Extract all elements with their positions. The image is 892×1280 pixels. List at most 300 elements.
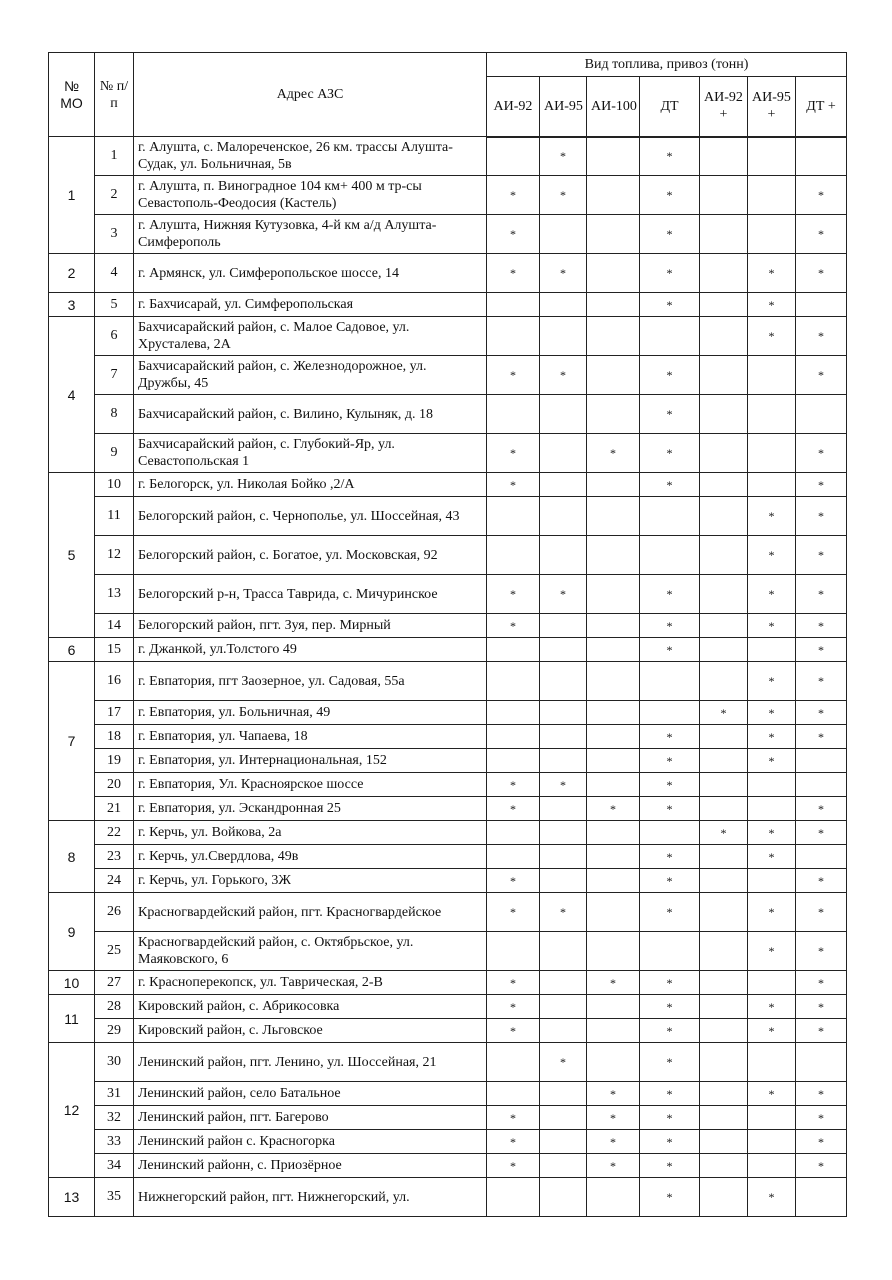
fuel-stations-table xyxy=(48,52,847,1217)
fuel-availability-cell xyxy=(587,473,640,497)
fuel-availability-cell xyxy=(487,932,540,971)
table-row xyxy=(49,995,847,1019)
fuel-available-mark: * xyxy=(748,662,796,701)
table-row xyxy=(49,1043,847,1082)
address-cell: Белогорский район, с. Богатое, ул. Московская, 92 xyxy=(134,536,487,575)
fuel-available-mark: * xyxy=(748,995,796,1019)
fuel-available-mark: * xyxy=(640,254,700,293)
table-row xyxy=(49,317,847,356)
fuel-availability-cell xyxy=(748,773,796,797)
table-row xyxy=(49,1154,847,1178)
fuel-availability-cell xyxy=(587,137,640,176)
fuel-available-mark: * xyxy=(748,1019,796,1043)
fuel-availability-cell xyxy=(540,614,587,638)
fuel-availability-cell xyxy=(796,845,847,869)
table-row xyxy=(49,395,847,434)
row-number-cell: 12 xyxy=(95,536,134,575)
fuel-availability-cell xyxy=(587,497,640,536)
header-fuel-type: АИ-100 xyxy=(587,77,640,137)
address-cell: г. Алушта, с. Малореченское, 26 км. трассы Алушта-Судак, ул. Больничная, 5в xyxy=(134,137,487,176)
address-cell: Кировский район, с. Абрикосовка xyxy=(134,995,487,1019)
row-number-cell: 13 xyxy=(95,575,134,614)
fuel-availability-cell xyxy=(487,1178,540,1217)
fuel-availability-cell xyxy=(540,215,587,254)
mo-number-cell: 4 xyxy=(49,317,95,473)
fuel-availability-cell xyxy=(700,395,748,434)
fuel-availability-cell xyxy=(748,1043,796,1082)
address-cell: Бахчисарайский район, с. Железнодорожное, ул. Дружбы, 45 xyxy=(134,356,487,395)
address-cell: г. Евпатория, ул. Эскандронная 25 xyxy=(134,797,487,821)
row-number-cell: 18 xyxy=(95,725,134,749)
fuel-availability-cell xyxy=(540,1082,587,1106)
fuel-availability-cell xyxy=(540,638,587,662)
fuel-available-mark: * xyxy=(748,536,796,575)
fuel-available-mark: * xyxy=(796,1082,847,1106)
table-row xyxy=(49,869,847,893)
address-cell: Нижнегорский район, пгт. Нижнегорский, ул. xyxy=(134,1178,487,1217)
fuel-availability-cell xyxy=(587,215,640,254)
mo-number-cell: 3 xyxy=(49,293,95,317)
row-number-cell: 20 xyxy=(95,773,134,797)
fuel-available-mark: * xyxy=(640,215,700,254)
table-row xyxy=(49,434,847,473)
address-cell: Ленинский район, пгт. Ленино, ул. Шоссейная, 21 xyxy=(134,1043,487,1082)
fuel-availability-cell xyxy=(700,614,748,638)
mo-number-cell: 7 xyxy=(49,662,95,821)
fuel-available-mark: * xyxy=(640,869,700,893)
fuel-availability-cell xyxy=(587,536,640,575)
fuel-availability-cell xyxy=(487,845,540,869)
table-row xyxy=(49,137,847,176)
fuel-available-mark: * xyxy=(700,701,748,725)
fuel-availability-cell xyxy=(540,821,587,845)
fuel-availability-cell xyxy=(487,1043,540,1082)
fuel-availability-cell xyxy=(540,1106,587,1130)
fuel-availability-cell xyxy=(700,1154,748,1178)
row-number-cell: 4 xyxy=(95,254,134,293)
fuel-availability-cell xyxy=(540,1019,587,1043)
fuel-availability-cell xyxy=(540,317,587,356)
fuel-available-mark: * xyxy=(487,1130,540,1154)
fuel-available-mark: * xyxy=(540,575,587,614)
fuel-availability-cell xyxy=(540,536,587,575)
fuel-availability-cell xyxy=(587,176,640,215)
fuel-availability-cell xyxy=(700,536,748,575)
fuel-availability-cell xyxy=(748,473,796,497)
row-number-cell: 21 xyxy=(95,797,134,821)
fuel-availability-cell xyxy=(587,995,640,1019)
table-row xyxy=(49,254,847,293)
fuel-availability-cell xyxy=(700,1178,748,1217)
row-number-cell: 16 xyxy=(95,662,134,701)
fuel-availability-cell xyxy=(487,395,540,434)
fuel-availability-cell xyxy=(540,662,587,701)
fuel-availability-cell xyxy=(540,845,587,869)
fuel-availability-cell xyxy=(700,662,748,701)
fuel-available-mark: * xyxy=(796,1130,847,1154)
fuel-available-mark: * xyxy=(487,473,540,497)
fuel-availability-cell xyxy=(700,473,748,497)
fuel-available-mark: * xyxy=(640,1019,700,1043)
fuel-available-mark: * xyxy=(640,845,700,869)
header-mo: № МО xyxy=(49,53,95,137)
fuel-available-mark: * xyxy=(487,1154,540,1178)
row-number-cell: 10 xyxy=(95,473,134,497)
table-body xyxy=(49,137,847,1217)
fuel-available-mark: * xyxy=(487,434,540,473)
table-row xyxy=(49,293,847,317)
row-number-cell: 11 xyxy=(95,497,134,536)
table-row xyxy=(49,215,847,254)
fuel-available-mark: * xyxy=(640,293,700,317)
row-number-cell: 8 xyxy=(95,395,134,434)
row-number-cell: 31 xyxy=(95,1082,134,1106)
header-address: Адрес АЗС xyxy=(134,53,487,137)
fuel-availability-cell xyxy=(540,1154,587,1178)
fuel-available-mark: * xyxy=(640,773,700,797)
fuel-available-mark: * xyxy=(796,215,847,254)
fuel-available-mark: * xyxy=(487,893,540,932)
fuel-availability-cell xyxy=(748,356,796,395)
fuel-availability-cell xyxy=(540,395,587,434)
fuel-availability-cell xyxy=(748,434,796,473)
table-row xyxy=(49,614,847,638)
fuel-available-mark: * xyxy=(796,317,847,356)
address-cell: г. Армянск, ул. Симферопольское шоссе, 14 xyxy=(134,254,487,293)
fuel-available-mark: * xyxy=(540,254,587,293)
row-number-cell: 29 xyxy=(95,1019,134,1043)
address-cell: г. Евпатория, ул. Чапаева, 18 xyxy=(134,725,487,749)
fuel-availability-cell xyxy=(700,749,748,773)
table-row xyxy=(49,701,847,725)
fuel-availability-cell xyxy=(540,473,587,497)
fuel-availability-cell xyxy=(587,869,640,893)
fuel-available-mark: * xyxy=(796,434,847,473)
row-number-cell: 17 xyxy=(95,701,134,725)
fuel-available-mark: * xyxy=(796,1019,847,1043)
fuel-available-mark: * xyxy=(640,473,700,497)
address-cell: г. Евпатория, пгт Заозерное, ул. Садовая, 55а xyxy=(134,662,487,701)
fuel-available-mark: * xyxy=(748,749,796,773)
fuel-available-mark: * xyxy=(640,725,700,749)
fuel-availability-cell xyxy=(748,176,796,215)
fuel-available-mark: * xyxy=(587,797,640,821)
fuel-availability-cell xyxy=(700,638,748,662)
mo-number-cell: 10 xyxy=(49,971,95,995)
fuel-availability-cell xyxy=(796,137,847,176)
fuel-availability-cell xyxy=(700,725,748,749)
address-cell: Белогорский район, пгт. Зуя, пер. Мирный xyxy=(134,614,487,638)
fuel-available-mark: * xyxy=(487,1019,540,1043)
table-row xyxy=(49,1106,847,1130)
fuel-available-mark: * xyxy=(487,356,540,395)
table-row xyxy=(49,893,847,932)
fuel-availability-cell xyxy=(700,434,748,473)
fuel-availability-cell xyxy=(700,1130,748,1154)
table-row xyxy=(49,845,847,869)
fuel-available-mark: * xyxy=(587,1106,640,1130)
fuel-availability-cell xyxy=(487,293,540,317)
fuel-available-mark: * xyxy=(487,176,540,215)
table-row xyxy=(49,821,847,845)
fuel-availability-cell xyxy=(640,701,700,725)
fuel-availability-cell xyxy=(700,1019,748,1043)
mo-number-cell: 8 xyxy=(49,821,95,893)
fuel-availability-cell xyxy=(700,215,748,254)
address-cell: Ленинский район, село Батальное xyxy=(134,1082,487,1106)
row-number-cell: 32 xyxy=(95,1106,134,1130)
header-fuel-type: ДТ + xyxy=(796,77,847,137)
fuel-available-mark: * xyxy=(540,893,587,932)
fuel-available-mark: * xyxy=(748,821,796,845)
fuel-available-mark: * xyxy=(796,821,847,845)
fuel-available-mark: * xyxy=(748,932,796,971)
fuel-availability-cell xyxy=(587,638,640,662)
fuel-available-mark: * xyxy=(796,725,847,749)
fuel-available-mark: * xyxy=(640,1106,700,1130)
address-cell: г. Керчь, ул. Горького, 3Ж xyxy=(134,869,487,893)
row-number-cell: 3 xyxy=(95,215,134,254)
fuel-availability-cell xyxy=(540,1178,587,1217)
fuel-available-mark: * xyxy=(640,1082,700,1106)
fuel-availability-cell xyxy=(587,254,640,293)
fuel-availability-cell xyxy=(700,254,748,293)
fuel-availability-cell xyxy=(700,1106,748,1130)
fuel-availability-cell xyxy=(796,773,847,797)
fuel-availability-cell xyxy=(748,638,796,662)
row-number-cell: 22 xyxy=(95,821,134,845)
fuel-availability-cell xyxy=(587,1178,640,1217)
row-number-cell: 27 xyxy=(95,971,134,995)
fuel-availability-cell xyxy=(700,869,748,893)
fuel-available-mark: * xyxy=(748,1178,796,1217)
header-fuel-group: Вид топлива, привоз (тонн) xyxy=(487,53,847,77)
row-number-cell: 7 xyxy=(95,356,134,395)
table-row xyxy=(49,1130,847,1154)
table-row xyxy=(49,797,847,821)
fuel-available-mark: * xyxy=(796,1154,847,1178)
address-cell: г. Джанкой, ул.Толстого 49 xyxy=(134,638,487,662)
fuel-availability-cell xyxy=(487,1082,540,1106)
fuel-availability-cell xyxy=(700,797,748,821)
table-row xyxy=(49,1019,847,1043)
row-number-cell: 30 xyxy=(95,1043,134,1082)
table-row xyxy=(49,473,847,497)
fuel-availability-cell xyxy=(587,821,640,845)
fuel-availability-cell xyxy=(540,749,587,773)
fuel-availability-cell xyxy=(587,701,640,725)
fuel-availability-cell xyxy=(487,497,540,536)
address-cell: Ленинский район, пгт. Багерово xyxy=(134,1106,487,1130)
table-row xyxy=(49,749,847,773)
fuel-availability-cell xyxy=(700,176,748,215)
fuel-available-mark: * xyxy=(540,773,587,797)
row-number-cell: 24 xyxy=(95,869,134,893)
table-row xyxy=(49,497,847,536)
address-cell: Ленинский район с. Красногорка xyxy=(134,1130,487,1154)
mo-number-cell: 6 xyxy=(49,638,95,662)
fuel-availability-cell xyxy=(640,497,700,536)
fuel-available-mark: * xyxy=(748,1082,796,1106)
fuel-available-mark: * xyxy=(640,995,700,1019)
fuel-available-mark: * xyxy=(640,893,700,932)
fuel-available-mark: * xyxy=(587,1154,640,1178)
table-row xyxy=(49,1178,847,1217)
row-number-cell: 15 xyxy=(95,638,134,662)
fuel-available-mark: * xyxy=(796,1106,847,1130)
row-number-cell: 9 xyxy=(95,434,134,473)
fuel-availability-cell xyxy=(487,137,540,176)
fuel-available-mark: * xyxy=(796,995,847,1019)
fuel-available-mark: * xyxy=(487,215,540,254)
fuel-available-mark: * xyxy=(540,356,587,395)
fuel-available-mark: * xyxy=(640,797,700,821)
header-np: № п/п xyxy=(95,53,134,137)
header-fuel-type: АИ-95 + xyxy=(748,77,796,137)
fuel-availability-cell xyxy=(700,845,748,869)
header-fuel-type: АИ-95 xyxy=(540,77,587,137)
fuel-available-mark: * xyxy=(487,614,540,638)
fuel-available-mark: * xyxy=(640,1130,700,1154)
fuel-available-mark: * xyxy=(796,638,847,662)
fuel-availability-cell xyxy=(700,1082,748,1106)
fuel-availability-cell xyxy=(487,536,540,575)
fuel-available-mark: * xyxy=(640,434,700,473)
fuel-available-mark: * xyxy=(640,575,700,614)
fuel-availability-cell xyxy=(748,1130,796,1154)
fuel-availability-cell xyxy=(487,662,540,701)
row-number-cell: 6 xyxy=(95,317,134,356)
fuel-availability-cell xyxy=(700,356,748,395)
fuel-available-mark: * xyxy=(796,701,847,725)
fuel-availability-cell xyxy=(487,749,540,773)
fuel-available-mark: * xyxy=(540,1043,587,1082)
fuel-availability-cell xyxy=(748,395,796,434)
fuel-availability-cell xyxy=(748,137,796,176)
fuel-availability-cell xyxy=(700,293,748,317)
fuel-available-mark: * xyxy=(487,773,540,797)
address-cell: г. Керчь, ул. Войкова, 2а xyxy=(134,821,487,845)
fuel-availability-cell xyxy=(587,845,640,869)
fuel-available-mark: * xyxy=(487,797,540,821)
header-fuel-type: ДТ xyxy=(640,77,700,137)
fuel-availability-cell xyxy=(796,1043,847,1082)
address-cell: Красногвардейский район, с. Октябрьское, ул. Маяковского, 6 xyxy=(134,932,487,971)
fuel-available-mark: * xyxy=(796,932,847,971)
fuel-availability-cell xyxy=(540,932,587,971)
fuel-availability-cell xyxy=(700,317,748,356)
fuel-availability-cell xyxy=(487,638,540,662)
fuel-availability-cell xyxy=(640,662,700,701)
fuel-availability-cell xyxy=(700,575,748,614)
mo-number-cell: 13 xyxy=(49,1178,95,1217)
address-cell: г. Керчь, ул.Свердлова, 49в xyxy=(134,845,487,869)
fuel-availability-cell xyxy=(700,497,748,536)
fuel-availability-cell xyxy=(540,869,587,893)
fuel-availability-cell xyxy=(700,932,748,971)
table-header xyxy=(49,53,847,137)
fuel-availability-cell xyxy=(540,434,587,473)
fuel-availability-cell xyxy=(487,725,540,749)
fuel-available-mark: * xyxy=(748,725,796,749)
fuel-available-mark: * xyxy=(640,614,700,638)
address-cell: г. Алушта, п. Виноградное 104 км+ 400 м тр-сы Севастополь-Феодосия (Кастель) xyxy=(134,176,487,215)
address-cell: Бахчисарайский район, с. Вилино, Кулыняк, д. 18 xyxy=(134,395,487,434)
address-cell: Ленинский районн, с. Приозёрное xyxy=(134,1154,487,1178)
fuel-available-mark: * xyxy=(540,176,587,215)
row-number-cell: 26 xyxy=(95,893,134,932)
fuel-availability-cell xyxy=(796,749,847,773)
address-cell: г. Евпатория, ул. Больничная, 49 xyxy=(134,701,487,725)
address-cell: г. Белогорск, ул. Николая Бойко ,2/А xyxy=(134,473,487,497)
fuel-available-mark: * xyxy=(748,317,796,356)
address-cell: г. Алушта, Нижняя Кутузовка, 4-й км а/д Алушта- Симферополь xyxy=(134,215,487,254)
fuel-availability-cell xyxy=(540,1130,587,1154)
fuel-availability-cell xyxy=(487,701,540,725)
fuel-availability-cell xyxy=(587,395,640,434)
table-row xyxy=(49,356,847,395)
table-row xyxy=(49,725,847,749)
fuel-availability-cell xyxy=(540,971,587,995)
table-row xyxy=(49,662,847,701)
fuel-availability-cell xyxy=(748,1154,796,1178)
fuel-available-mark: * xyxy=(640,1043,700,1082)
table-row xyxy=(49,638,847,662)
fuel-availability-cell xyxy=(587,749,640,773)
address-cell: г. Евпатория, ул. Интернациональная, 152 xyxy=(134,749,487,773)
row-number-cell: 2 xyxy=(95,176,134,215)
fuel-availability-cell xyxy=(487,317,540,356)
header-fuel-type: АИ-92 + xyxy=(700,77,748,137)
fuel-available-mark: * xyxy=(748,497,796,536)
fuel-available-mark: * xyxy=(748,614,796,638)
mo-number-cell: 9 xyxy=(49,893,95,971)
fuel-availability-cell xyxy=(700,971,748,995)
fuel-availability-cell xyxy=(587,293,640,317)
fuel-availability-cell xyxy=(748,869,796,893)
fuel-availability-cell xyxy=(587,932,640,971)
fuel-available-mark: * xyxy=(796,869,847,893)
fuel-available-mark: * xyxy=(700,821,748,845)
fuel-available-mark: * xyxy=(796,575,847,614)
fuel-availability-cell xyxy=(700,893,748,932)
fuel-availability-cell xyxy=(540,293,587,317)
row-number-cell: 28 xyxy=(95,995,134,1019)
mo-number-cell: 2 xyxy=(49,254,95,293)
fuel-availability-cell xyxy=(540,725,587,749)
fuel-availability-cell xyxy=(587,356,640,395)
fuel-available-mark: * xyxy=(796,971,847,995)
mo-number-cell: 1 xyxy=(49,137,95,254)
row-number-cell: 1 xyxy=(95,137,134,176)
address-cell: г. Евпатория, Ул. Красноярское шоссе xyxy=(134,773,487,797)
mo-number-cell: 5 xyxy=(49,473,95,638)
fuel-availability-cell xyxy=(487,821,540,845)
fuel-availability-cell xyxy=(587,317,640,356)
fuel-available-mark: * xyxy=(540,137,587,176)
row-number-cell: 35 xyxy=(95,1178,134,1217)
fuel-available-mark: * xyxy=(748,575,796,614)
address-cell: Бахчисарайский район, с. Глубокий-Яр, ул. Севастопольская 1 xyxy=(134,434,487,473)
fuel-available-mark: * xyxy=(796,176,847,215)
fuel-availability-cell xyxy=(587,662,640,701)
fuel-availability-cell xyxy=(796,293,847,317)
table-row xyxy=(49,1082,847,1106)
fuel-availability-cell xyxy=(587,893,640,932)
fuel-availability-cell xyxy=(796,1178,847,1217)
fuel-availability-cell xyxy=(748,215,796,254)
fuel-availability-cell xyxy=(700,995,748,1019)
